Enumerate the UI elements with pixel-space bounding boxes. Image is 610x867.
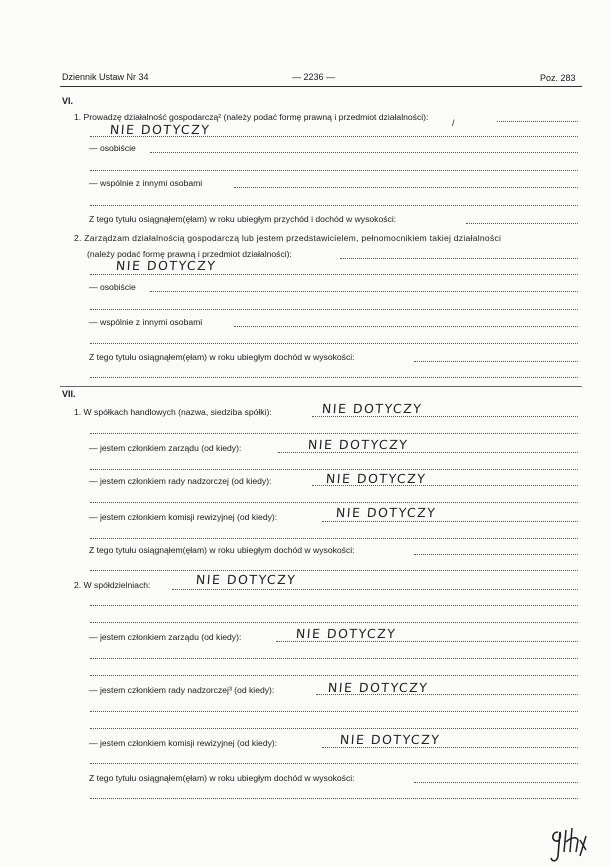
vii-q1-line-2 [90, 433, 578, 434]
journal-title: Dziennik Ustaw Nr 34 [62, 72, 149, 82]
section-vii-heading: VII. [62, 389, 76, 399]
vi-q1-line-2 [90, 136, 578, 137]
vii-q2-line-3 [90, 622, 578, 623]
vi-q1-line [497, 121, 578, 122]
vii-q2-komisja-answer: NIE DOTYCZY [339, 732, 441, 747]
vii-q1-rada: — jestem członkiem rady nadzorczej (od kiedy): [89, 476, 272, 486]
vi-q2-wspolnie-line [234, 326, 578, 327]
vi-q2-line [340, 258, 578, 259]
vii-q1-line [312, 416, 578, 417]
vii-q2-rada: — jestem członkiem rady nadzorczej³ (od kiedy): [89, 685, 275, 695]
vi-q2-label-1: 2. Zarządzam działalnością gospodarczą lub jestem przedstawicielem, pełnomocnikiem takiej działalności [74, 233, 502, 243]
section-divider [60, 386, 582, 387]
vi-q2-line-2 [90, 274, 578, 275]
vi-q2-income: Z tego tytułu osiągnąłem(ęłam) w roku ubiegłym dochód w wysokości: [89, 352, 355, 362]
vii-q1-rada-answer: NIE DOTYCZY [325, 471, 427, 486]
vi-q1-osobiscie-line-2 [90, 170, 578, 171]
vii-q2-zarzad-line-3 [90, 675, 578, 676]
vii-q2-rada-line-2 [90, 711, 578, 712]
vi-q2-income-line-2 [90, 377, 578, 378]
vi-q1-income: Z tego tytułu osiągnąłem(ęłam) w roku ubiegłym przychód i dochód w wysokości: [89, 214, 397, 224]
vii-q2-zarzad: — jestem członkiem zarządu (od kiedy): [89, 632, 242, 642]
page-number: — 2236 — [292, 72, 336, 82]
vii-q1-zarzad-line [278, 452, 578, 453]
vii-q2-line [172, 589, 578, 590]
vii-q2-rada-answer: NIE DOTYCZY [327, 680, 429, 695]
vii-q2-answer: NIE DOTYCZY [195, 572, 297, 587]
vi-q2-osobiscie-line-2 [90, 309, 578, 310]
vi-q1-answer: NIE DOTYCZY [109, 122, 211, 137]
vii-q1-komisja-line [322, 521, 578, 522]
vi-q1-label: 1. Prowadzę działalność gospodarczą² (należy podać formę prawną i przedmiot działalności): [74, 112, 429, 122]
vii-q2-line-2 [90, 605, 578, 606]
vi-q1-osobiscie: — osobiście [89, 143, 136, 153]
vi-q2-label-2: (należy podać formę prawną i przedmiot działalności): [87, 249, 292, 259]
vii-q2-komisja: — jestem członkiem komisji rewizyjnej (od kiedy): [89, 738, 278, 748]
vi-q1-osobiscie-line [150, 152, 578, 153]
vi-q2-answer: NIE DOTYCZY [115, 258, 217, 273]
vi-q1-mark: / [452, 118, 455, 128]
vi-q1-wspolnie-line [234, 187, 578, 188]
header-rule [60, 86, 582, 87]
vii-q1-label: 1. W spółkach handlowych (nazwa, siedziba spółki): [74, 407, 272, 417]
vi-q2-wspolnie: — wspólnie z innymi osobami [89, 317, 203, 327]
vi-q2-osobiscie-line [150, 291, 578, 292]
vii-q2-komisja-line [322, 747, 578, 748]
vii-q2-income-line [414, 782, 578, 783]
vii-q2-label: 2. W spółdzielniach: [74, 580, 151, 590]
vi-q1-income-line [466, 223, 578, 224]
vii-q2-zarzad-answer: NIE DOTYCZY [295, 626, 397, 641]
vi-q1-wspolnie-line-2 [90, 205, 578, 206]
vii-q1-income-line-2 [90, 570, 578, 571]
vii-q2-income-line-2 [90, 798, 578, 799]
section-vi-heading: VI. [62, 96, 74, 106]
vi-q2-wspolnie-line-2 [90, 343, 578, 344]
position-number: Poz. 283 [540, 73, 576, 83]
vi-q2-income-line [414, 361, 578, 362]
vii-q1-komisja: — jestem członkiem komisji rewizyjnej (od kiedy): [89, 512, 278, 522]
vii-q2-rada-line-3 [90, 728, 578, 729]
vii-q2-komisja-line-2 [90, 763, 578, 764]
vii-q1-income: Z tego tytułu osiągnąłem(ęłam) w roku ubiegłym dochód w wysokości: [89, 545, 355, 555]
vi-q2-osobiscie: — osobiście [89, 282, 136, 292]
signature-initials [548, 826, 592, 866]
vii-q1-zarzad-line-2 [90, 469, 578, 470]
vi-q1-wspolnie: — wspólnie z innymi osobami [89, 178, 203, 188]
vii-q1-zarzad-answer: NIE DOTYCZY [307, 437, 409, 452]
vii-q1-income-line [414, 554, 578, 555]
vii-q2-zarzad-line [276, 641, 578, 642]
vii-q1-zarzad: — jestem członkiem zarządu (od kiedy): [89, 443, 242, 453]
vii-q2-zarzad-line-2 [90, 658, 578, 659]
vii-q1-komisja-answer: NIE DOTYCZY [335, 505, 437, 520]
vii-q1-answer: NIE DOTYCZY [321, 401, 423, 416]
vii-q1-komisja-line-2 [90, 538, 578, 539]
vii-q2-income: Z tego tytułu osiągnąłem(ęłam) w roku ubiegłym dochód w wysokości: [89, 773, 355, 783]
vii-q1-rada-line-2 [90, 502, 578, 503]
